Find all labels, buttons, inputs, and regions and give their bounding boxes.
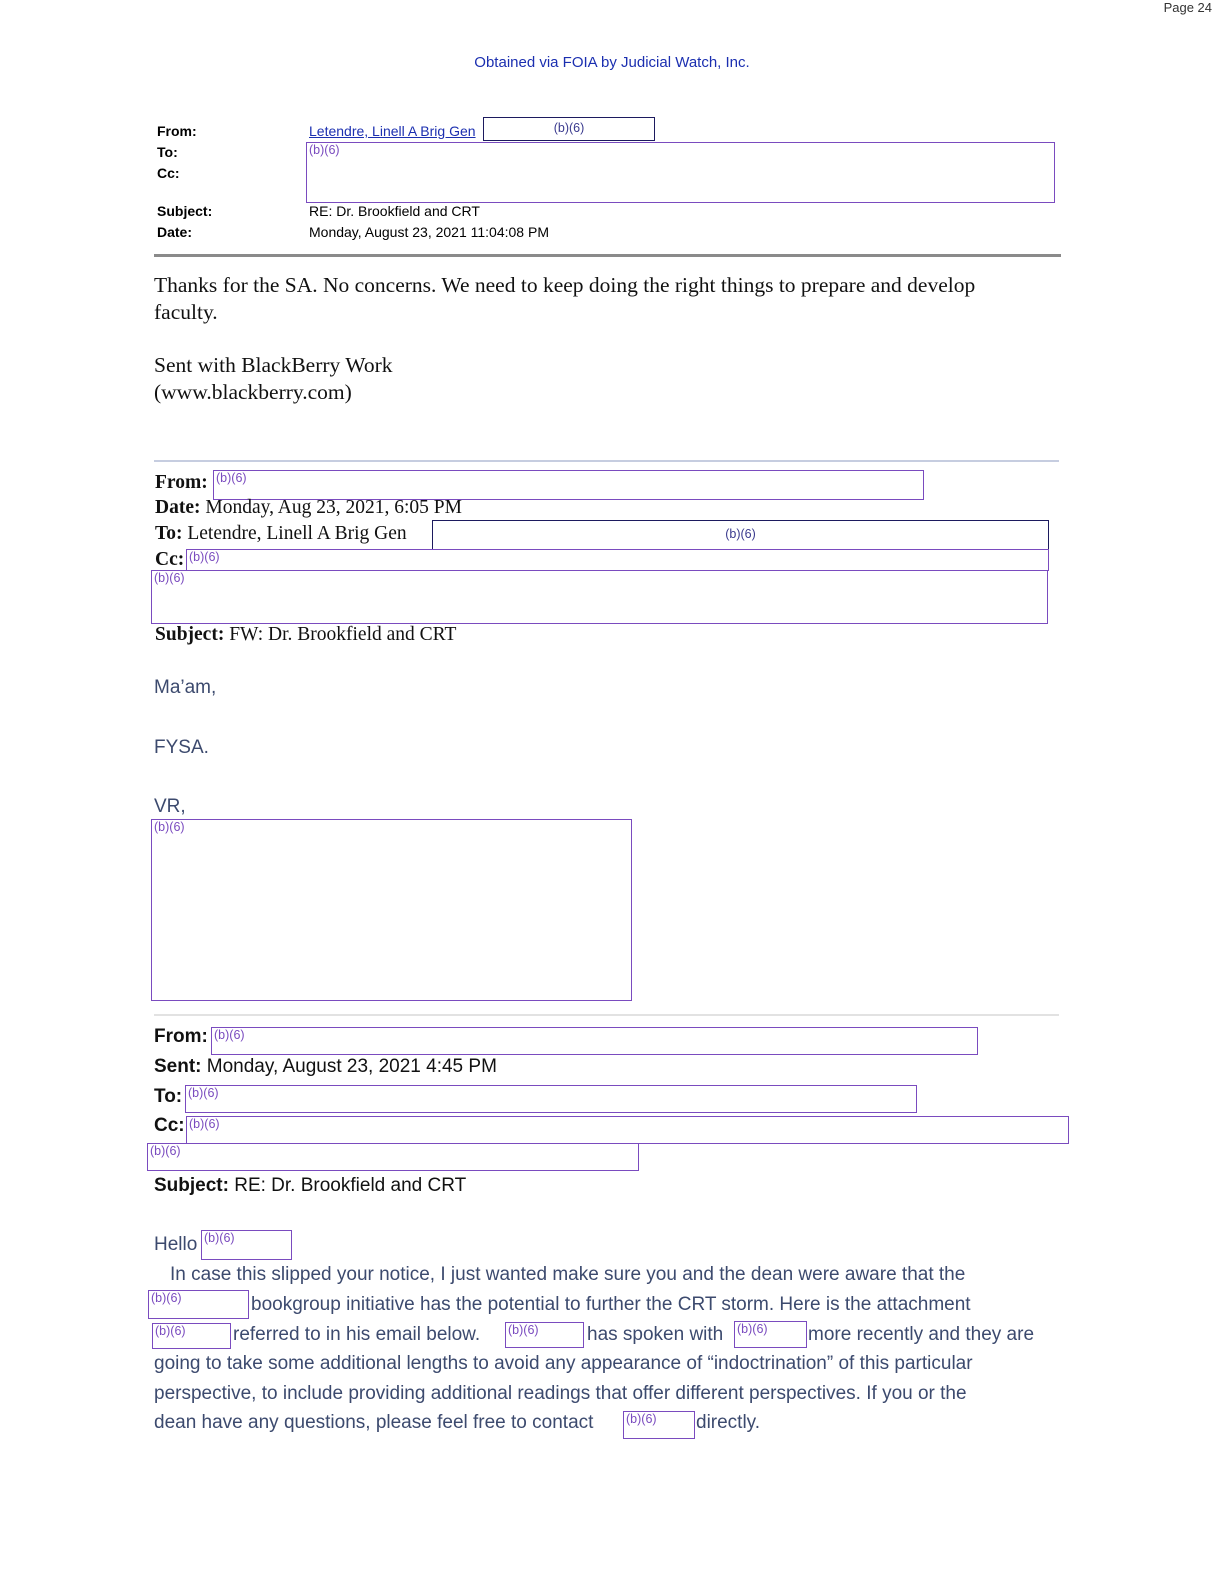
signature-link[interactable]: (www.blackberry.com) (154, 380, 352, 404)
redaction-box (185, 1085, 917, 1113)
body-line: bookgroup initiative has the potential to further the CRT storm. Here is the attachment (251, 1294, 971, 1315)
from-sender-link[interactable]: Letendre, Linell A Brig Gen (309, 123, 476, 139)
cc-label: Cc: (155, 549, 185, 570)
body-line: In case this slipped your notice, I just wanted make sure you and the dean were aware that the (170, 1264, 966, 1285)
signature (154, 352, 393, 406)
cc-line (154, 1115, 185, 1137)
redaction-box (734, 1321, 807, 1348)
body-line: perspective, to include providing additional readings that offer different perspectives. If you or the (154, 1383, 967, 1404)
from-label: From: (154, 1026, 208, 1047)
subject-value: FW: Dr. Brookfield and CRT (229, 624, 457, 645)
subject-label: Subject: (154, 1175, 229, 1196)
subject-label: Subject: (155, 624, 225, 645)
cc-label: Cc: (157, 165, 180, 181)
redaction-box (213, 470, 924, 500)
redaction-box (211, 1027, 978, 1055)
reply-body: Thanks for the SA. No concerns. We need to keep doing the right things to prepare and develop faculty. (154, 273, 976, 324)
redaction-label: (b)(6) (155, 1324, 186, 1338)
date-value: Monday, August 23, 2021 11:04:08 PM (309, 224, 549, 240)
subject-line (155, 624, 456, 646)
signature-redaction-box (151, 819, 632, 1001)
to-label: To: (154, 1086, 183, 1107)
redaction-label: (b)(6) (626, 1412, 657, 1426)
redaction-label: (b)(6) (553, 121, 585, 135)
from-line (154, 1026, 208, 1048)
redaction-box (201, 1230, 292, 1260)
redaction-box (151, 570, 1048, 624)
from-label: From: (155, 472, 208, 493)
redaction-box (186, 1116, 1069, 1144)
subject-value: RE: Dr. Brookfield and CRT (309, 203, 480, 219)
redaction-box (152, 1323, 231, 1349)
redaction-label: (b)(6) (189, 550, 220, 564)
section-divider (154, 460, 1059, 462)
date-label: Date: (155, 497, 201, 518)
page-number: Page 24 (1163, 0, 1212, 15)
date-value: Monday, Aug 23, 2021, 6:05 PM (205, 497, 462, 518)
sent-value: Monday, August 23, 2021 4:45 PM (206, 1056, 497, 1077)
sent-line (154, 1056, 497, 1078)
redaction-box (186, 549, 1049, 571)
redaction-label: (b)(6) (189, 1117, 220, 1131)
body-line: referred to in his email below. (233, 1324, 481, 1345)
redaction-box (147, 1143, 639, 1171)
redaction-label: (b)(6) (214, 1028, 245, 1042)
greeting: Ma’am, (154, 677, 217, 698)
redaction-box (623, 1411, 695, 1439)
cc-label: Cc: (154, 1115, 185, 1136)
to-label: To: (157, 144, 178, 160)
to-line (155, 523, 407, 545)
hello-text: Hello (154, 1234, 198, 1255)
to-label: To: (155, 523, 183, 544)
body-line: dean have any questions, please feel free to contact (154, 1412, 594, 1433)
redaction-box (306, 142, 1055, 203)
redaction-label: (b)(6) (154, 571, 185, 585)
closing: VR, (154, 796, 186, 817)
body-line: has spoken with (587, 1324, 724, 1345)
from-line (155, 472, 208, 494)
foia-watermark: Obtained via FOIA by Judicial Watch, Inc. (474, 54, 750, 71)
redaction-label: (b)(6) (309, 143, 340, 157)
redaction-label: (b)(6) (204, 1231, 235, 1245)
redaction-label: (b)(6) (725, 527, 756, 541)
to-line (154, 1086, 182, 1108)
date-label: Date: (157, 224, 193, 240)
body-line: directly. (696, 1412, 761, 1433)
header-divider (154, 254, 1061, 257)
subject-line (154, 1175, 466, 1197)
cc-line (155, 549, 184, 571)
body-line: going to take some additional lengths to avoid any appearance of “indoctrination” of this particular (154, 1353, 973, 1374)
redaction-label: (b)(6) (508, 1323, 539, 1337)
date-line (155, 497, 462, 519)
redaction-label: (b)(6) (188, 1086, 219, 1100)
redaction-box (432, 520, 1049, 550)
redaction-label: (b)(6) (737, 1322, 768, 1336)
redaction-box (148, 1290, 249, 1319)
section-divider (154, 1014, 1059, 1016)
redaction-box (505, 1322, 584, 1348)
body-line: more recently and they are (808, 1324, 1035, 1345)
sent-label: Sent: (154, 1056, 202, 1077)
redaction-label: (b)(6) (154, 820, 185, 834)
redaction-box (483, 117, 655, 141)
fysa-line: FYSA. (154, 737, 209, 758)
from-label: From: (157, 123, 197, 139)
redaction-label: (b)(6) (150, 1144, 181, 1158)
signature-line: Sent with BlackBerry Work (154, 353, 393, 377)
subject-value: RE: Dr. Brookfield and CRT (234, 1175, 467, 1196)
redaction-label: (b)(6) (216, 471, 247, 485)
redaction-label: (b)(6) (151, 1291, 182, 1305)
to-value: Letendre, Linell A Brig Gen (187, 523, 407, 544)
subject-label: Subject: (157, 203, 213, 219)
